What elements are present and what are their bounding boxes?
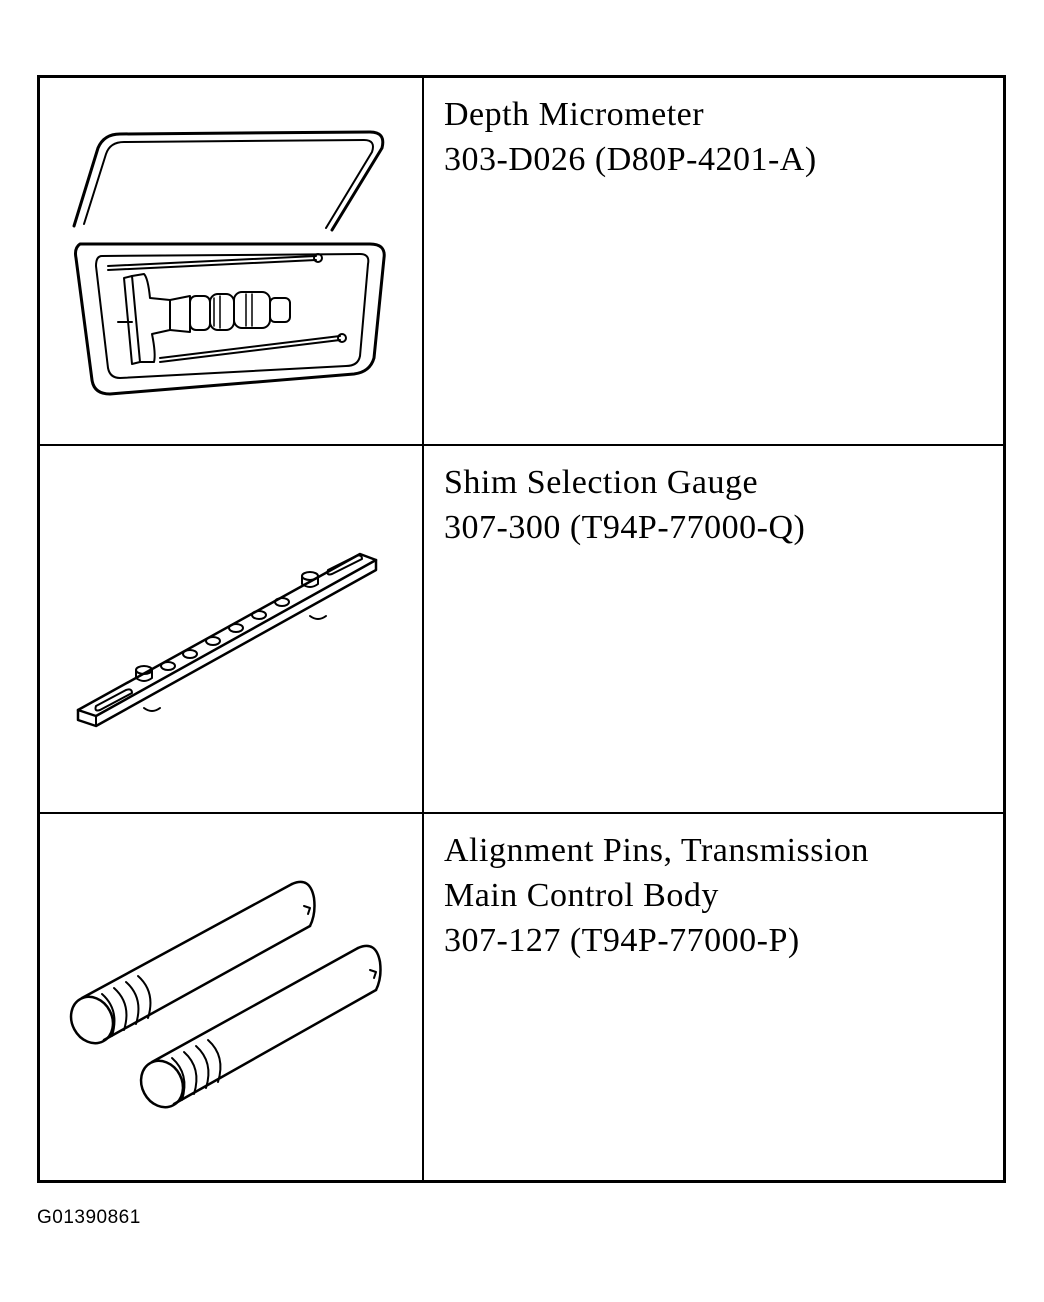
illustration-cell	[40, 78, 424, 444]
tool-row-alignment-pins	[40, 814, 1003, 1180]
figure-id: G01390861	[37, 1207, 141, 1228]
tool-name-line-2: Main Control Body	[444, 877, 719, 914]
tool-description	[444, 828, 994, 963]
tool-name: Shim Selection Gauge	[444, 464, 759, 501]
shim-selection-gauge-icon	[40, 446, 424, 812]
tool-name-line-1: Alignment Pins, Transmission	[444, 832, 869, 869]
tool-row-shim-selection-gauge	[40, 446, 1003, 814]
tool-number: 303-D026 (D80P-4201-A)	[444, 141, 817, 178]
tool-number: 307-300 (T94P-77000-Q)	[444, 509, 806, 546]
depth-micrometer-icon	[40, 78, 424, 444]
special-tools-table	[37, 75, 1006, 1183]
tool-row-depth-micrometer	[40, 78, 1003, 446]
alignment-pins-icon	[40, 814, 424, 1180]
tool-description	[444, 92, 994, 182]
illustration-cell	[40, 814, 424, 1180]
tool-number: 307-127 (T94P-77000-P)	[444, 922, 800, 959]
tool-description	[444, 460, 994, 550]
tool-name: Depth Micrometer	[444, 96, 705, 133]
illustration-cell	[40, 446, 424, 812]
